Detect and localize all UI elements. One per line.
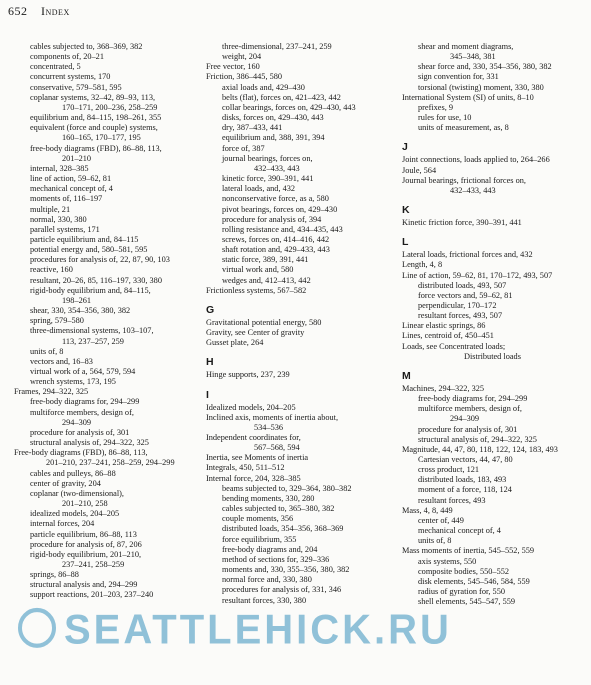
index-subentry: cables subjected to, 368–369, 382	[30, 42, 143, 51]
index-subentry: reactive, 160	[30, 265, 73, 275]
section-letter: M	[402, 369, 411, 382]
index-subentry: vectors and, 16–83	[30, 356, 93, 366]
watermark-text: SEATTLEHICK.RU	[64, 606, 452, 654]
index-subentry: structural analysis and, 294–299	[30, 580, 138, 590]
index-subentry: disks, forces on, 429–430, 443	[222, 113, 324, 123]
index-subentry: cables and pulleys, 86–88	[30, 468, 116, 478]
index-subentry: three-dimensional systems, 103–107,	[30, 326, 154, 336]
index-column-1	[14, 42, 204, 601]
index-subentry: 432–433, 443	[254, 163, 300, 173]
index-subentry: spring, 579–580	[30, 316, 84, 326]
index-subentry: collar bearings, forces on, 429–430, 443	[222, 102, 356, 112]
index-subentry: shaft rotation and, 429–433, 443	[222, 245, 330, 255]
index-entry: Frames, 294–322, 325	[14, 387, 89, 397]
index-subentry: procedures for analysis of, 331, 346	[222, 585, 342, 595]
index-subentry: sign convention for, 331	[418, 72, 499, 82]
index-subentry: components of, 20–21	[30, 52, 104, 62]
index-subentry: 201–210	[62, 153, 92, 163]
index-subentry: couple moments, 356	[222, 514, 294, 524]
index-subentry: force vectors and, 59–62, 81	[418, 290, 513, 300]
index-subentry: 534–536	[254, 422, 284, 432]
index-subentry: conservative, 579–581, 595	[30, 82, 122, 92]
index-subentry: 201–210, 237–241, 258–259, 294–299	[46, 458, 175, 468]
index-subentry: rigid-body equilibrium and, 84–115,	[30, 285, 151, 295]
index-entry: Machines, 294–322, 325	[402, 383, 485, 393]
index-subentry: multiforce members, design of,	[418, 404, 522, 414]
index-subentry: moments of, 116–197	[30, 194, 103, 204]
index-entry: Inertia, see Moments of inertia	[206, 453, 309, 463]
index-entry: Lateral loads, frictional forces and, 432	[402, 250, 533, 260]
index-entry: Length, 4, 8	[402, 260, 443, 270]
index-subentry: bending moments, 330, 280	[222, 493, 315, 503]
index-entry: Lines, centroid of, 450–451	[402, 331, 494, 341]
index-entry: Inclined axis, moments of inertia about,	[206, 412, 339, 422]
index-subentry: screws, forces on, 414–416, 442	[222, 234, 330, 244]
index-entry: Linear elastic springs, 86	[402, 321, 486, 331]
index-subentry: procedure for analysis of, 394	[222, 214, 322, 224]
index-entry: Internal force, 204, 328–385	[206, 473, 301, 483]
index-column-3	[402, 42, 587, 607]
index-subentry: equivalent (force and couple) systems,	[30, 123, 158, 133]
index-subentry: structural analysis of, 294–322, 325	[30, 438, 149, 448]
index-subentry: normal force and, 330, 380	[222, 575, 312, 585]
index-subentry: line of action, 59–62, 81	[30, 174, 112, 184]
index-subentry: center of gravity, 204	[30, 478, 101, 488]
index-subentry: units of measurement, as, 8	[418, 123, 509, 133]
index-entry: Mass moments of inertia, 545–552, 559	[402, 546, 535, 556]
index-subentry: weight, 204	[222, 52, 262, 62]
index-subentry: shear, 330, 354–356, 380, 382	[30, 306, 131, 316]
index-subentry: internal, 328–385	[30, 163, 89, 173]
index-subentry: potential energy and, 580–581, 595	[30, 245, 148, 255]
index-subentry: wedges and, 412–413, 442	[222, 275, 311, 285]
index-subentry: rolling resistance and, 434–435, 443	[222, 224, 343, 234]
index-entry: Hinge supports, 237, 239	[206, 370, 290, 380]
index-entry: Line of action, 59–62, 81, 170–172, 493, 507	[402, 270, 553, 280]
index-entry: Gravitational potential energy, 580	[206, 317, 322, 327]
index-subentry: internal forces, 204	[30, 519, 95, 529]
index-subentry: perpendicular, 170–172	[418, 300, 497, 310]
index-subentry: multiple, 21	[30, 204, 71, 214]
page-number: 652	[8, 4, 28, 18]
watermark	[18, 607, 452, 654]
index-subentry: support reactions, 201–203, 237–240	[30, 590, 154, 600]
index-entry: Free-body diagrams (FBD), 86–88, 113,	[14, 448, 148, 458]
index-entry: Kinetic friction force, 390–391, 441	[402, 218, 522, 228]
index-entry: Idealized models, 204–205	[206, 402, 296, 412]
index-subentry: rules for use, 10	[418, 113, 472, 123]
index-entry: Mass, 4, 8, 449	[402, 505, 453, 515]
index-subentry: procedures for analysis of, 22, 87, 90, 103	[30, 255, 170, 265]
index-subentry: 294–309	[450, 414, 480, 424]
index-subentry: beams subjected to, 329–364, 380–382	[222, 483, 352, 493]
index-subentry: rigid-body equilibrium, 201–210,	[30, 549, 142, 559]
index-entry: Frictionless systems, 567–582	[206, 285, 307, 295]
index-subentry: virtual work of a, 564, 579, 594	[30, 367, 136, 376]
index-subentry: moment of a force, 118, 124	[418, 485, 512, 495]
index-entry: Integrals, 450, 511–512	[206, 463, 285, 473]
index-subentry: free-body diagrams for, 294–299	[418, 394, 528, 404]
index-subentry: resultant forces, 493	[418, 495, 486, 505]
index-subentry: Distributed loads	[464, 351, 521, 361]
section-letter: J	[402, 141, 408, 154]
index-subentry: equilibrium and, 84–115, 198–261, 355	[30, 113, 162, 123]
index-subentry: coplanar systems, 32–42, 89–93, 113,	[30, 92, 156, 102]
index-entry: Friction, 386–445, 580	[206, 72, 283, 82]
index-subentry: concentrated, 5	[30, 62, 81, 72]
index-subentry: multiforce members, design of,	[30, 407, 134, 417]
index-subentry: axis systems, 550	[418, 556, 477, 566]
index-subentry: free-body diagrams for, 294–299	[30, 397, 140, 407]
page-title: Index	[41, 4, 70, 18]
index-subentry: structural analysis of, 294–322, 325	[418, 434, 537, 444]
index-entry: Joule, 564	[402, 165, 437, 175]
index-subentry: 294–309	[62, 417, 92, 427]
index-subentry: shear and moment diagrams,	[418, 42, 514, 51]
index-subentry: cables subjected to, 365–380, 382	[222, 504, 335, 514]
index-subentry: force equilibrium, 355	[222, 534, 297, 544]
index-subentry: mechanical concept of, 4	[30, 184, 113, 194]
index-subentry: procedure for analysis of, 301	[30, 427, 130, 437]
section-letter: H	[206, 356, 214, 369]
index-subentry: 198–261	[62, 295, 92, 305]
index-subentry: 237–241, 258–259	[62, 559, 125, 569]
index-entry: Free vector, 160	[206, 62, 260, 72]
page-header	[8, 4, 70, 19]
index-subentry: static force, 389, 391, 441	[222, 255, 309, 265]
index-subentry: idealized models, 204–205	[30, 509, 120, 519]
index-subentry: particle equilibrium and, 84–115	[30, 234, 139, 244]
index-subentry: coplanar (two-dimensional),	[30, 488, 125, 498]
index-subentry: springs, 86–88	[30, 570, 79, 580]
index-subentry: resultant forces, 330, 380	[222, 595, 307, 605]
watermark-logo-icon	[18, 608, 56, 648]
index-subentry: procedure for analysis of, 301	[418, 424, 518, 434]
index-subentry: distributed loads, 354–356, 368–369	[222, 524, 344, 534]
index-entry: Journal bearings, frictional forces on,	[402, 175, 526, 185]
index-subentry: units of, 8	[418, 536, 452, 546]
index-subentry: disk elements, 545–546, 584, 559	[418, 576, 530, 586]
index-subentry: composite bodies, 550–552	[418, 566, 510, 576]
index-subentry: nonconservative force, as a, 580	[222, 194, 329, 204]
index-subentry: 113, 237–257, 259	[62, 336, 124, 346]
index-subentry: 432–433, 443	[450, 185, 496, 195]
index-entry: Gusset plate, 264	[206, 338, 264, 348]
index-subentry: shell elements, 545–547, 559	[418, 597, 516, 607]
index-entry: Loads, see Concentrated loads;	[402, 341, 506, 351]
index-subentry: distributed loads, 493, 507	[418, 280, 507, 290]
index-subentry: belts (flat), forces on, 421–423, 442	[222, 92, 341, 102]
index-subentry: axial loads and, 429–430	[222, 82, 305, 92]
index-subentry: dry, 387–433, 441	[222, 123, 283, 133]
index-subentry: kinetic force, 390–391, 441	[222, 174, 314, 184]
index-entry: Joint connections, loads applied to, 264–266	[402, 155, 550, 165]
index-entry: Independent coordinates for,	[206, 433, 301, 442]
index-subentry: virtual work and, 580	[222, 265, 294, 275]
index-subentry: resultant forces, 493, 507	[418, 311, 503, 321]
section-letter: I	[206, 388, 209, 401]
index-subentry: wrench systems, 173, 195	[30, 377, 116, 387]
index-subentry: moments and, 330, 355–356, 380, 382	[222, 565, 350, 575]
index-subentry: mechanical concept of, 4	[418, 526, 501, 536]
index-subentry: radius of gyration for, 550	[418, 587, 505, 597]
index-subentry: three-dimensional, 237–241, 259	[222, 42, 332, 51]
index-subentry: method of sections for, 329–336	[222, 554, 330, 564]
index-subentry: concurrent systems, 170	[30, 72, 111, 82]
section-letter: K	[402, 204, 410, 217]
index-entry: International System (SI) of units, 8–10	[402, 92, 534, 102]
index-subentry: 345–348, 381	[450, 52, 496, 62]
index-subentry: shear force and, 330, 354–356, 380, 382	[418, 62, 552, 72]
index-subentry: 567–568, 594	[254, 443, 300, 453]
index-column-2	[206, 42, 406, 606]
index-subentry: cross product, 121	[418, 465, 480, 475]
index-subentry: pivot bearings, forces on, 429–430	[222, 204, 338, 214]
index-entry: Magnitude, 44, 47, 80, 118, 122, 124, 183, 493	[402, 444, 558, 454]
index-subentry: force of, 387	[222, 143, 265, 153]
index-subentry: 170–171, 200–236, 258–259	[62, 102, 158, 112]
index-subentry: 201–210, 258	[62, 499, 108, 509]
index-entry: Gravity, see Center of gravity	[206, 328, 305, 338]
section-letter: G	[206, 303, 215, 316]
index-subentry: 160–165, 170–177, 195	[62, 133, 141, 143]
index-subentry: units of, 8	[30, 346, 64, 356]
index-subentry: lateral loads, and, 432	[222, 184, 296, 194]
index-subentry: Cartesian vectors, 44, 47, 80	[418, 455, 513, 464]
index-subentry: resultant, 20–26, 85, 116–197, 330, 380	[30, 275, 162, 285]
index-subentry: journal bearings, forces on,	[222, 153, 313, 163]
index-subentry: procedure for analysis of, 87, 206	[30, 539, 142, 549]
index-subentry: free-body diagrams and, 204	[222, 544, 318, 554]
index-subentry: center of, 449	[418, 515, 464, 525]
section-letter: L	[402, 236, 409, 249]
index-subentry: particle equilibrium, 86–88, 113	[30, 529, 137, 539]
index-subentry: parallel systems, 171	[30, 224, 100, 234]
index-subentry: distributed loads, 183, 493	[418, 475, 507, 485]
index-subentry: normal, 330, 380	[30, 214, 87, 224]
index-subentry: free-body diagrams (FBD), 86–88, 113,	[30, 143, 162, 153]
index-subentry: torsional (twisting) moment, 330, 380	[418, 82, 544, 92]
index-subentry: prefixes, 9	[418, 102, 454, 112]
index-subentry: equilibrium and, 388, 391, 394	[222, 133, 325, 143]
